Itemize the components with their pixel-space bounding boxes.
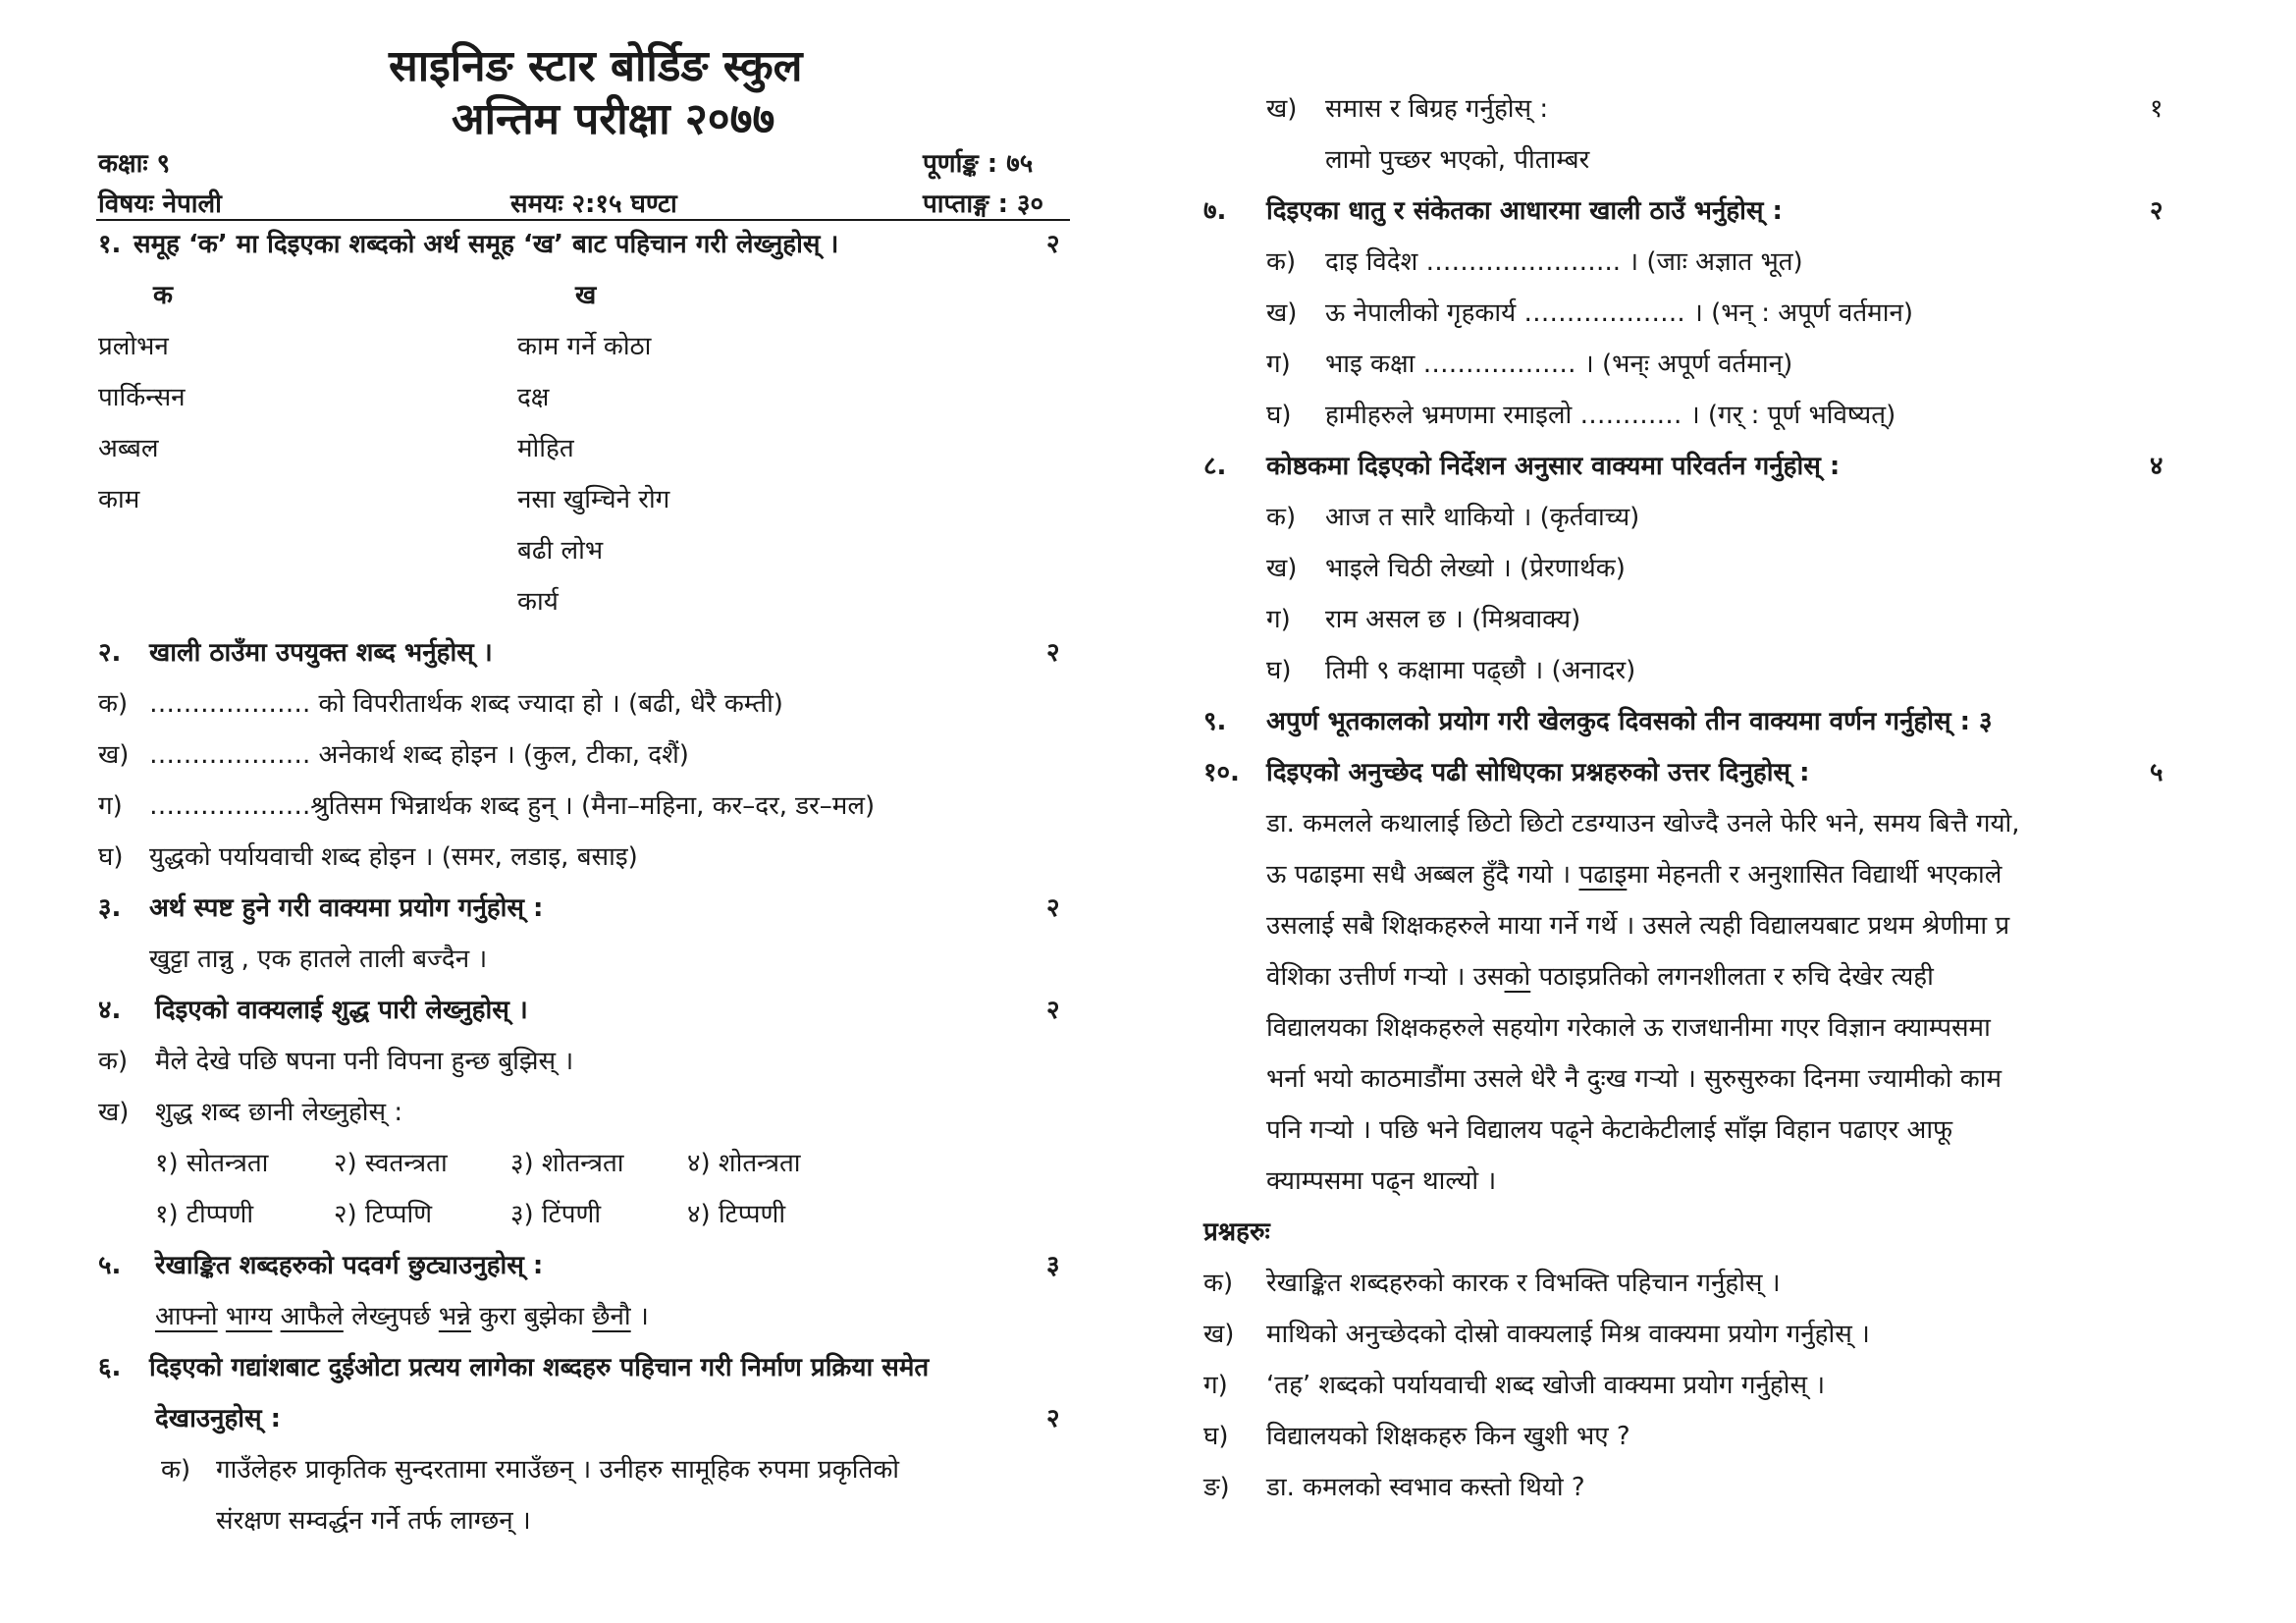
q8-item-label: ख) — [1266, 554, 1298, 583]
passage-underlined-word: पढाइ — [1578, 860, 1628, 890]
passage-line — [1266, 862, 2002, 888]
q4-option: १) सोतन्त्रता — [155, 1149, 269, 1178]
q4-a-label: क) — [98, 1047, 129, 1076]
full-marks: पूर्णाङ्क : ७५ — [923, 149, 1034, 179]
q1-col-b-head: ख — [575, 281, 597, 310]
q4-number: ४. — [98, 996, 122, 1025]
q4-b-label: ख) — [98, 1098, 130, 1127]
q6-a-label: क) — [161, 1455, 191, 1485]
q7-item-text: ऊ नेपालीको गृहकार्य ………………. । (भन् : अपूर्ण वर्तमान) — [1325, 298, 1914, 328]
q8-text: कोष्ठकमा दिइएको निर्देशन अनुसार वाक्यमा परिवर्तन गर्नुहोस् : — [1266, 452, 1841, 481]
q5-marks: ३ — [1046, 1251, 1060, 1280]
passage-line: विद्यालयका शिक्षकहरुले सहयोग गरेकाले ऊ राजधानीमा गएर विज्ञान क्याम्पसमा — [1266, 1013, 1991, 1043]
q4-option: ३) टिंपणी — [510, 1200, 602, 1229]
q1-col-a-item: काम — [98, 485, 140, 514]
q6-a-text: गाउँलेहरु प्राकृतिक सुन्दरतामा रमाउँछन् । उनीहरु सामूहिक रुपमा प्रकृतिको — [216, 1455, 900, 1485]
passage-text: वेशिका उत्तीर्ण गऱ्यो । उस — [1266, 962, 1505, 992]
q1-col-b-item: बढी लोभ — [517, 536, 604, 566]
q9-text: अपुर्ण भूतकालको प्रयोग गरी खेलकुद दिवसको तीन वाक्यमा वर्णन गर्नुहोस् : ३ — [1266, 707, 1993, 736]
q7-item-label: क) — [1266, 247, 1297, 277]
q7-marks: २ — [2150, 196, 2163, 226]
q5-number: ५. — [98, 1251, 122, 1280]
q8-marks: ४ — [2150, 452, 2163, 481]
q10-question-label: ख) — [1203, 1320, 1235, 1349]
q5-plain-text: । — [638, 1302, 649, 1331]
passage-line: पनि गऱ्यो । पछि भने विद्यालय पढ्ने केटाकेटीलाई साँझ विहान पढाएर आफू — [1266, 1115, 1953, 1145]
q7-item-label: ख) — [1266, 298, 1298, 328]
q4-option: २) टिप्पणि — [334, 1200, 433, 1229]
q5-plain-text: कुरा बुझेका — [479, 1302, 585, 1331]
questions-heading: प्रश्नहरुः — [1203, 1217, 1270, 1247]
q2-item-text: ……………….श्रुतिसम भिन्नार्थक शब्द हुन् । (मैना–महिना, कर–दर, डर–मल) — [149, 791, 876, 821]
pass-marks: पाप्ताङ्ग : ३० — [923, 189, 1044, 219]
subject-label: विषयः नेपाली — [98, 189, 222, 219]
q8-item-text: आज त सारै थाकियो । (कृर्तवाच्य) — [1325, 503, 1640, 532]
q3-number: ३. — [98, 893, 122, 923]
q7-number: ७. — [1203, 196, 1227, 226]
q7-item-text: भाइ कक्षा ……………… । (भन्ः अपूर्ण वर्तमान्) — [1325, 350, 1793, 379]
passage-text: ऊ पढाइमा सधै अब्बल हुँदै गयो । — [1266, 860, 1572, 890]
q2-text: खाली ठाउँमा उपयुक्त शब्द भर्नुहोस् । — [149, 638, 493, 668]
q10-question-label: ङ) — [1203, 1473, 1230, 1502]
school-name: साइनिङ स्टार बोर्डिङ स्कुल — [389, 41, 803, 91]
q1-col-a-item: पार्किन्सन — [98, 383, 186, 412]
passage-line — [1266, 964, 1934, 990]
q6-b-label: ख) — [1266, 94, 1298, 124]
q4-marks: २ — [1046, 996, 1060, 1025]
q10-number: १०. — [1203, 758, 1240, 787]
q1-col-b-item: कार्य — [517, 587, 559, 617]
header-divider — [96, 219, 1070, 221]
q5-underlined-word: भन्ने — [438, 1302, 471, 1331]
q4-b-text: शुद्ध शब्द छानी लेख्नुहोस् : — [155, 1098, 403, 1127]
passage-line: क्याम्पसमा पढ्न थाल्यो । — [1266, 1166, 1497, 1196]
q4-option: ४) शोतन्त्रता — [687, 1149, 801, 1178]
q8-item-text: भाइले चिठी लेख्यो । (प्रेरणार्थक) — [1325, 554, 1626, 583]
q10-question-label: ग) — [1203, 1371, 1228, 1400]
q1-col-a-item: प्रलोभन — [98, 332, 169, 361]
exam-title: अन्तिम परीक्षा २०७७ — [452, 94, 775, 144]
q6-b-text: समास र बिग्रह गर्नुहोस् : — [1325, 94, 1549, 124]
q8-item-text: तिमी ९ कक्षामा पढ्छौ । (अनादर) — [1325, 656, 1636, 685]
q5-underlined-word: भाग्य — [225, 1302, 273, 1331]
q10-question-text: ‘तह’ शब्दको पर्यायवाची शब्द खोजी वाक्यमा प्रयोग गर्नुहोस् । — [1266, 1371, 1826, 1400]
q2-item-label: क) — [98, 689, 129, 719]
q2-item-label: घ) — [98, 842, 124, 872]
passage-line: उसलाई सबै शिक्षकहरुले माया गर्ने गर्थे । उसले त्यही विद्यालयबाट प्रथम श्रेणीमा प्र — [1266, 911, 2010, 941]
q10-question-label: घ) — [1203, 1422, 1229, 1451]
q6-b-line: लामो पुच्छर भएको, पीताम्बर — [1325, 145, 1590, 175]
q1-number: १. — [98, 230, 122, 259]
q1-col-a-item: अब्बल — [98, 434, 159, 463]
q5-underlined-word: आफैले — [280, 1302, 344, 1331]
q5-sentence — [155, 1304, 649, 1329]
passage-text: मा मेहनती र अनुशासित विद्यार्थी भएकाले — [1627, 860, 2002, 890]
q4-option: ४) टिप्पणी — [687, 1200, 786, 1229]
q3-text: अर्थ स्पष्ट हुने गरी वाक्यमा प्रयोग गर्नुहोस् : — [149, 893, 544, 923]
q2-item-text: ………………. अनेकार्थ शब्द होइन । (कुल, टीका, दशैं) — [149, 740, 689, 770]
q6-marks: २ — [1046, 1404, 1060, 1434]
q4-option: ३) शोतन्त्रता — [510, 1149, 624, 1178]
q1-col-b-item: काम गर्ने कोठा — [517, 332, 652, 361]
q4-option: २) स्वतन्त्रता — [334, 1149, 448, 1178]
q6-text-cont: देखाउनुहोस् : — [155, 1404, 282, 1434]
q2-marks: २ — [1046, 638, 1060, 668]
q2-item-text: ………………. को विपरीतार्थक शब्द ज्यादा हो । (बढी, धेरै कम्ती) — [149, 689, 783, 719]
q1-col-a-head: क — [153, 281, 173, 310]
q2-item-label: ग) — [98, 791, 123, 821]
passage-underlined-word: को — [1504, 962, 1531, 992]
q10-question-text: रेखाङ्कित शब्दहरुको कारक र विभक्ति पहिचान गर्नुहोस् । — [1266, 1269, 1781, 1298]
q8-item-label: ग) — [1266, 605, 1291, 634]
q1-col-b-item: नसा खुम्चिने रोग — [517, 485, 670, 514]
q1-col-b-item: मोहित — [517, 434, 574, 463]
q5-plain-text: लेख्नुपर्छ — [351, 1302, 431, 1331]
q3-line: खुट्टा तान्नु , एक हातले ताली बज्दैन । — [149, 945, 488, 974]
q10-question-text: विद्यालयको शिक्षकहरु किन खुशी भए ? — [1266, 1422, 1630, 1451]
q4-text: दिइएको वाक्यलाई शुद्ध पारी लेख्नुहोस् । — [155, 996, 528, 1025]
q9-number: ९. — [1203, 707, 1227, 736]
q7-item-text: दाइ विदेश ………………….. । (जाः अज्ञात भूत) — [1325, 247, 1803, 277]
q8-item-label: क) — [1266, 503, 1297, 532]
q5-text: रेखाङ्कित शब्दहरुको पदवर्ग छुट्याउनुहोस् : — [155, 1251, 544, 1280]
q6-text: दिइएको गद्यांशबाट दुईओटा प्रत्यय लागेका शब्दहरु पहिचान गरी निर्माण प्रक्रिया समेत — [149, 1353, 930, 1382]
q7-text: दिइएका धातु र संकेतका आधारमा खाली ठाउँ भर्नुहोस् : — [1266, 196, 1783, 226]
q2-number: २. — [98, 638, 122, 668]
q8-item-label: घ) — [1266, 656, 1292, 685]
q4-option: १) टीप्पणी — [155, 1200, 254, 1229]
q10-marks: ५ — [2150, 758, 2163, 787]
time-label: समयः २:१५ घण्टा — [510, 189, 677, 219]
passage-text: पठाइप्रतिको लगनशीलता र रुचि देखेर त्यही — [1538, 962, 1934, 992]
passage-line: भर्ना भयो काठमाडौंमा उसले धेरै नै दुःख गऱ्यो । सुरुसुरुका दिनमा ज्यामीको काम — [1266, 1064, 2002, 1094]
q1-text: समूह ‘क’ मा दिइएका शब्दको अर्थ समूह ‘ख’ बाट पहिचान गरी लेख्नुहोस् । — [133, 230, 839, 259]
q7-item-label: ग) — [1266, 350, 1291, 379]
q7-item-text: हामीहरुले भ्रमणमा रमाइलो ………… । (गर् : पूर्ण भविष्यत्) — [1325, 401, 1896, 430]
q6-a-text-cont: संरक्षण सम्वर्द्धन गर्ने तर्फ लाग्छन् । — [216, 1506, 531, 1536]
q4-a-text: मैले देखे पछि षपना पनी विपना हुन्छ बुझिस् । — [155, 1047, 574, 1076]
q1-marks: २ — [1046, 230, 1060, 259]
q6-b-marks: १ — [2150, 94, 2163, 124]
q7-item-label: घ) — [1266, 401, 1292, 430]
class-label: कक्षाः ९ — [98, 149, 171, 179]
q10-question-text: माथिको अनुच्छेदको दोस्रो वाक्यलाई मिश्र वाक्यमा प्रयोग गर्नुहोस् । — [1266, 1320, 1870, 1349]
q8-number: ८. — [1203, 452, 1227, 481]
q5-underlined-word: छैनौ — [592, 1302, 631, 1331]
q2-item-label: ख) — [98, 740, 130, 770]
q10-question-label: क) — [1203, 1269, 1234, 1298]
q3-marks: २ — [1046, 893, 1060, 923]
q1-col-b-item: दक्ष — [517, 383, 550, 412]
q5-underlined-word: आफ्नो — [155, 1302, 218, 1331]
q10-text: दिइएको अनुच्छेद पढी सोधिएका प्रश्नहरुको उत्तर दिनुहोस् : — [1266, 758, 1810, 787]
passage-line: डा. कमलले कथालाई छिटो छिटो टडग्याउन खोज्दै उनले फेरि भने, समय बित्तै गयो, — [1266, 809, 2020, 839]
q2-item-text: युद्धको पर्यायवाची शब्द होइन । (समर, लडाइ, बसाइ) — [149, 842, 638, 872]
q10-question-text: डा. कमलको स्वभाव कस्तो थियो ? — [1266, 1473, 1585, 1502]
q6-number: ६. — [98, 1353, 122, 1382]
q8-item-text: राम असल छ । (मिश्रवाक्य) — [1325, 605, 1581, 634]
